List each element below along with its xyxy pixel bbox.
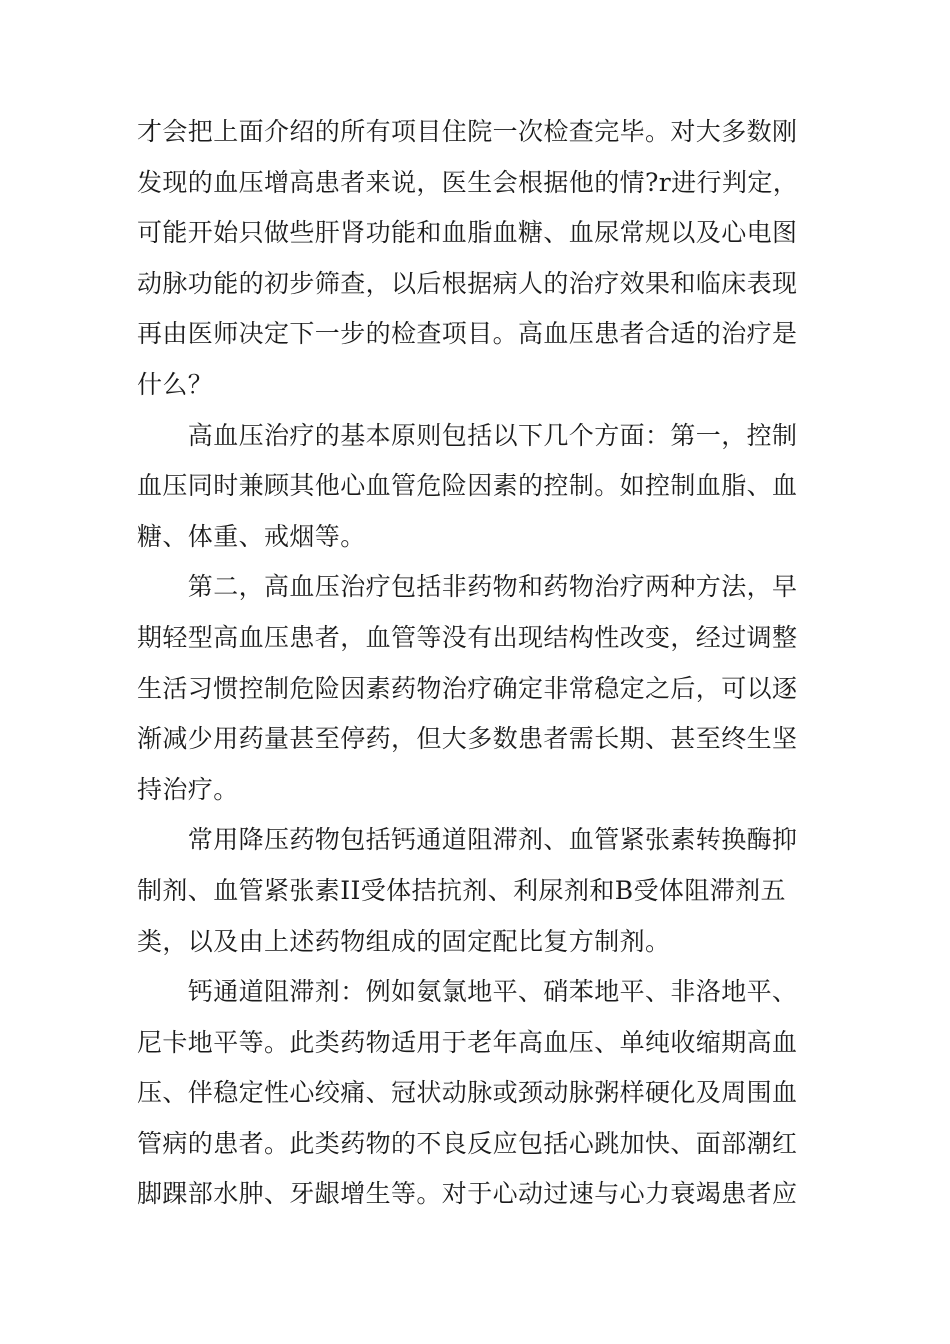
body-text: [137, 107, 827, 1220]
text-line: 第二，高血压治疗包括非药物和药物治疗两种方法，早: [137, 572, 798, 602]
text-line: 钙通道阻滞剂：例如氨氯地平、硝苯地平、非洛地平、: [137, 977, 798, 1007]
text-line: 类，以及由上述药物组成的固定配比复方制剂。: [137, 926, 671, 956]
paragraph-1: [137, 107, 827, 411]
paragraph-4: [137, 815, 827, 967]
text-line: 高血压治疗的基本原则包括以下几个方面：第一，控制: [137, 420, 798, 450]
text-line: 才会把上面介绍的所有项目住院一次检查完毕。对大多数刚: [137, 117, 798, 146]
paragraph-2: [137, 411, 827, 563]
text-line: 可能开始只做些肝肾功能和血脂血糖、血尿常规以及心电图: [137, 218, 798, 248]
paragraph-5: [137, 967, 827, 1220]
text-line: 什么？: [137, 369, 214, 399]
text-line: 生活习惯控制危险因素药物治疗确定非常稳定之后，可以逐: [137, 673, 798, 703]
text-line: 持治疗。: [137, 774, 239, 804]
text-line: 渐减少用药量甚至停药，但大多数患者需长期、甚至终生坚: [137, 724, 798, 754]
text-line: 制剂、血管紧张素II受体拮抗剂、利尿剂和B受体阻滞剂五: [137, 875, 786, 905]
text-line: 动脉功能的初步筛查，以后根据病人的治疗效果和临床表现: [137, 268, 798, 298]
text-line: 发现的血压增高患者来说，医生会根据他的情?r进行判定，: [137, 167, 799, 197]
text-line: 血压同时兼顾其他心血管危险因素的控制。如控制血脂、血: [137, 471, 798, 501]
text-line: 期轻型高血压患者，血管等没有出现结构性改变，经过调整: [137, 622, 798, 652]
text-line: 再由医师决定下一步的检查项目。高血压患者合适的治疗是: [137, 319, 798, 349]
text-line: 管病的患者。此类药物的不良反应包括心跳加快、面部潮红: [137, 1128, 798, 1158]
text-line: 压、伴稳定性心绞痛、冠状动脉或颈动脉粥样硬化及周围血: [137, 1078, 798, 1108]
text-line: 常用降压药物包括钙通道阻滞剂、血管紧张素转换酶抑: [137, 825, 798, 855]
text-line: 尼卡地平等。此类药物适用于老年高血压、单纯收缩期高血: [137, 1027, 798, 1057]
text-line: 脚踝部水肿、牙龈增生等。对于心动过速与心力衰竭患者应: [137, 1179, 798, 1209]
text-line: 糖、体重、戒烟等。: [137, 521, 366, 551]
paragraph-3: [137, 562, 827, 815]
